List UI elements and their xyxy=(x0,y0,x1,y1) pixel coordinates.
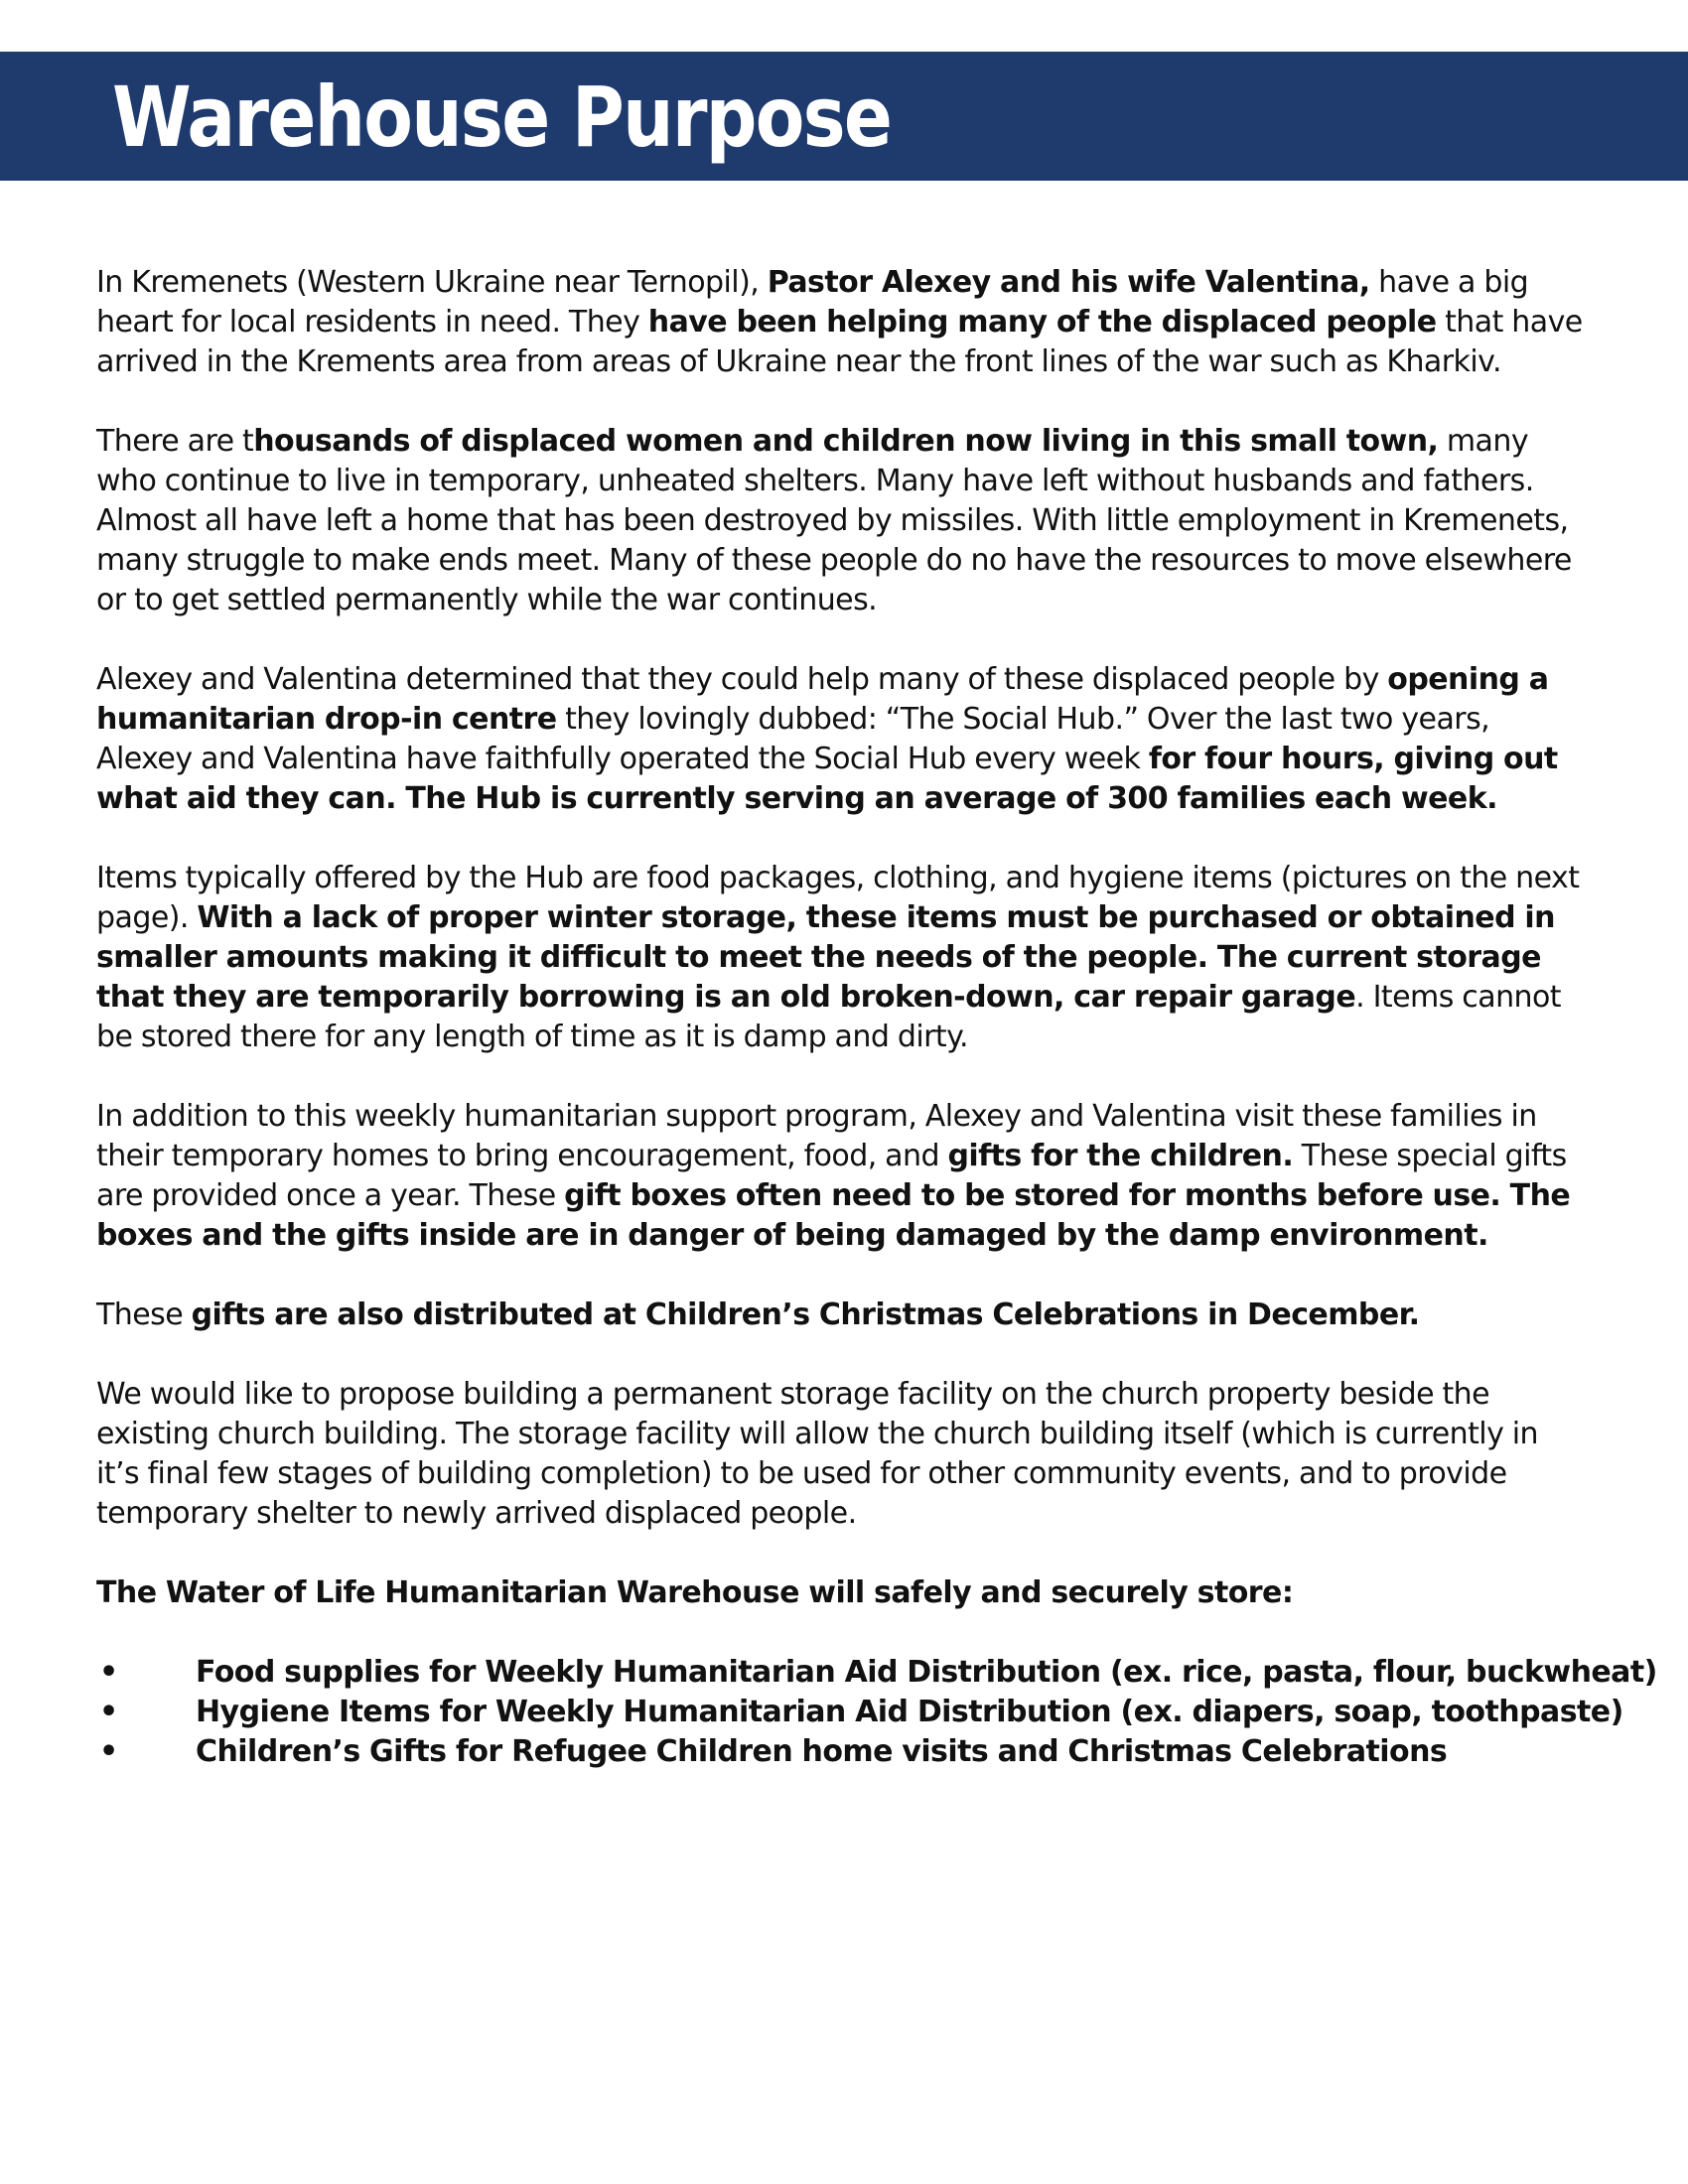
bold-text: opening a humanitarian drop-in centre xyxy=(96,662,1549,737)
body-paragraph xyxy=(96,263,1586,382)
body-paragraph xyxy=(96,859,1586,1057)
text-segment: Alexey and Valentina determined that they could help many of these displaced people by xyxy=(96,662,1388,697)
list-item-text: Food supplies for Weekly Humanitarian Aid Distribution (ex. rice, pasta, flour, buckwheat) xyxy=(196,1655,1657,1690)
text-segment: they lovingly dubbed: “The Social Hub.” Over the last two years, Alexey and Valentina have faithfully operated the Social Hub every week xyxy=(96,702,1490,776)
page-title: Warehouse Purpose xyxy=(112,68,892,166)
text-segment: many who continue to live in temporary, unheated shelters. Many have left without husbands and fathers. Almost all have left a home that has been destroyed by missiles. With little employment in Kremenets, many struggle to make ends meet. Many of these people do no have the resources to move elsewhere or to get settled permanently while the war continues. xyxy=(96,424,1572,617)
bold-text: housands of displaced women and children now living in this small town, xyxy=(253,424,1439,459)
text-segment: . Items cannot be stored there for any length of time as it is damp and dirty. xyxy=(96,980,1562,1054)
text-segment: In addition to this weekly humanitarian support program, Alexey and Valentina visit these families in their temporary homes to bring encouragement, food, and xyxy=(96,1099,1537,1173)
body-paragraph xyxy=(96,422,1586,620)
text-segment: These xyxy=(96,1297,192,1332)
list-intro: The Water of Life Humanitarian Warehouse will safely and securely store: xyxy=(96,1575,1294,1610)
text-segment: We would like to propose building a permanent storage facility on the church property beside the existing church building. The storage facility will allow the church building itself (which is currently in it’s final few stages of building completion) to be used for other community events, and to provide temporary shelter to newly arrived displaced people. xyxy=(96,1377,1539,1531)
document-body xyxy=(96,263,1657,1772)
text-segment: There are t xyxy=(96,424,254,459)
bullet-icon: • xyxy=(99,1695,118,1729)
body-paragraph xyxy=(96,1097,1586,1256)
paragraph-list xyxy=(96,263,1586,1534)
list-item xyxy=(96,1693,1623,1732)
list-item-text: Hygiene Items for Weekly Humanitarian Aid Distribution (ex. diapers, soap, toothpaste) xyxy=(196,1695,1623,1729)
storage-items-list xyxy=(96,1653,1657,1772)
bold-text: Pastor Alexey and his wife Valentina, xyxy=(767,265,1370,300)
text-segment: have a big heart for local residents in need. They xyxy=(96,265,1529,340)
bullet-icon: • xyxy=(99,1655,118,1690)
text-segment: that have arrived in the Krements area from areas of Ukraine near the front lines of the war such as Kharkiv. xyxy=(96,305,1583,379)
bold-text: for four hours, giving out what aid they can. The Hub is currently serving an average of 300 families each week. xyxy=(96,742,1558,816)
list-item xyxy=(96,1732,1586,1772)
bold-text: With a lack of proper winter storage, these items must be purchased or obtained in smaller amounts making it difficult to meet the needs of the people. The current storage that they are temporarily borrowing is an old broken-down, car repair garage xyxy=(96,900,1555,1015)
bold-text: have been helping many of the displaced people xyxy=(647,305,1437,340)
text-segment: Items typically offered by the Hub are food packages, clothing, and hygiene items (pictures on the next page). xyxy=(96,861,1580,935)
text-segment: These special gifts are provided once a year. These xyxy=(96,1139,1567,1213)
list-item-text: Children’s Gifts for Refugee Children home visits and Christmas Celebrations xyxy=(196,1734,1448,1769)
text-segment: In Kremenets (Western Ukraine near Ternopil), xyxy=(96,265,768,300)
bold-text: gifts for the children. xyxy=(947,1139,1294,1173)
bullet-icon: • xyxy=(99,1734,118,1769)
body-paragraph xyxy=(96,1296,1586,1335)
body-paragraph xyxy=(96,1375,1586,1534)
list-item xyxy=(96,1653,1657,1693)
body-paragraph xyxy=(96,660,1586,819)
bold-text: gift boxes often need to be stored for months before use. The boxes and the gifts inside are in danger of being damaged by the damp environment. xyxy=(96,1178,1571,1253)
bold-text: gifts are also distributed at Children’s Christmas Celebrations in December. xyxy=(191,1297,1420,1332)
